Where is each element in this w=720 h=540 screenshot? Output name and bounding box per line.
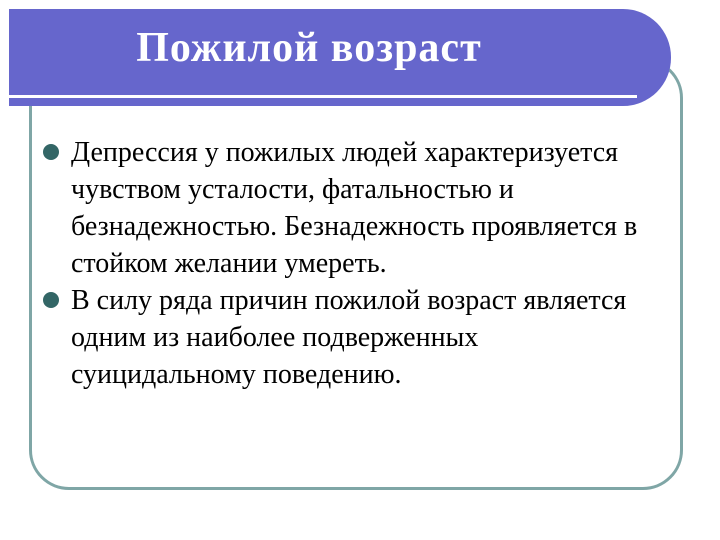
bullet-item (40, 282, 670, 393)
bullet-dot-icon (43, 292, 59, 308)
bullet-list (40, 134, 670, 393)
title-underline (9, 95, 637, 98)
bullet-dot-icon (43, 144, 59, 160)
bullet-text: Депрессия у пожилых людей характеризуется чувством усталости, фатальностью и безнадежностью. Безнадежность проявляется в стойком желании умереть. (71, 137, 638, 279)
slide-title: Пожилой возраст (136, 25, 482, 71)
bullet-text: В силу ряда причин пожилой возраст является одним из наиболее подверженных суицидальному поведению. (71, 285, 627, 390)
bullet-item (40, 134, 670, 282)
